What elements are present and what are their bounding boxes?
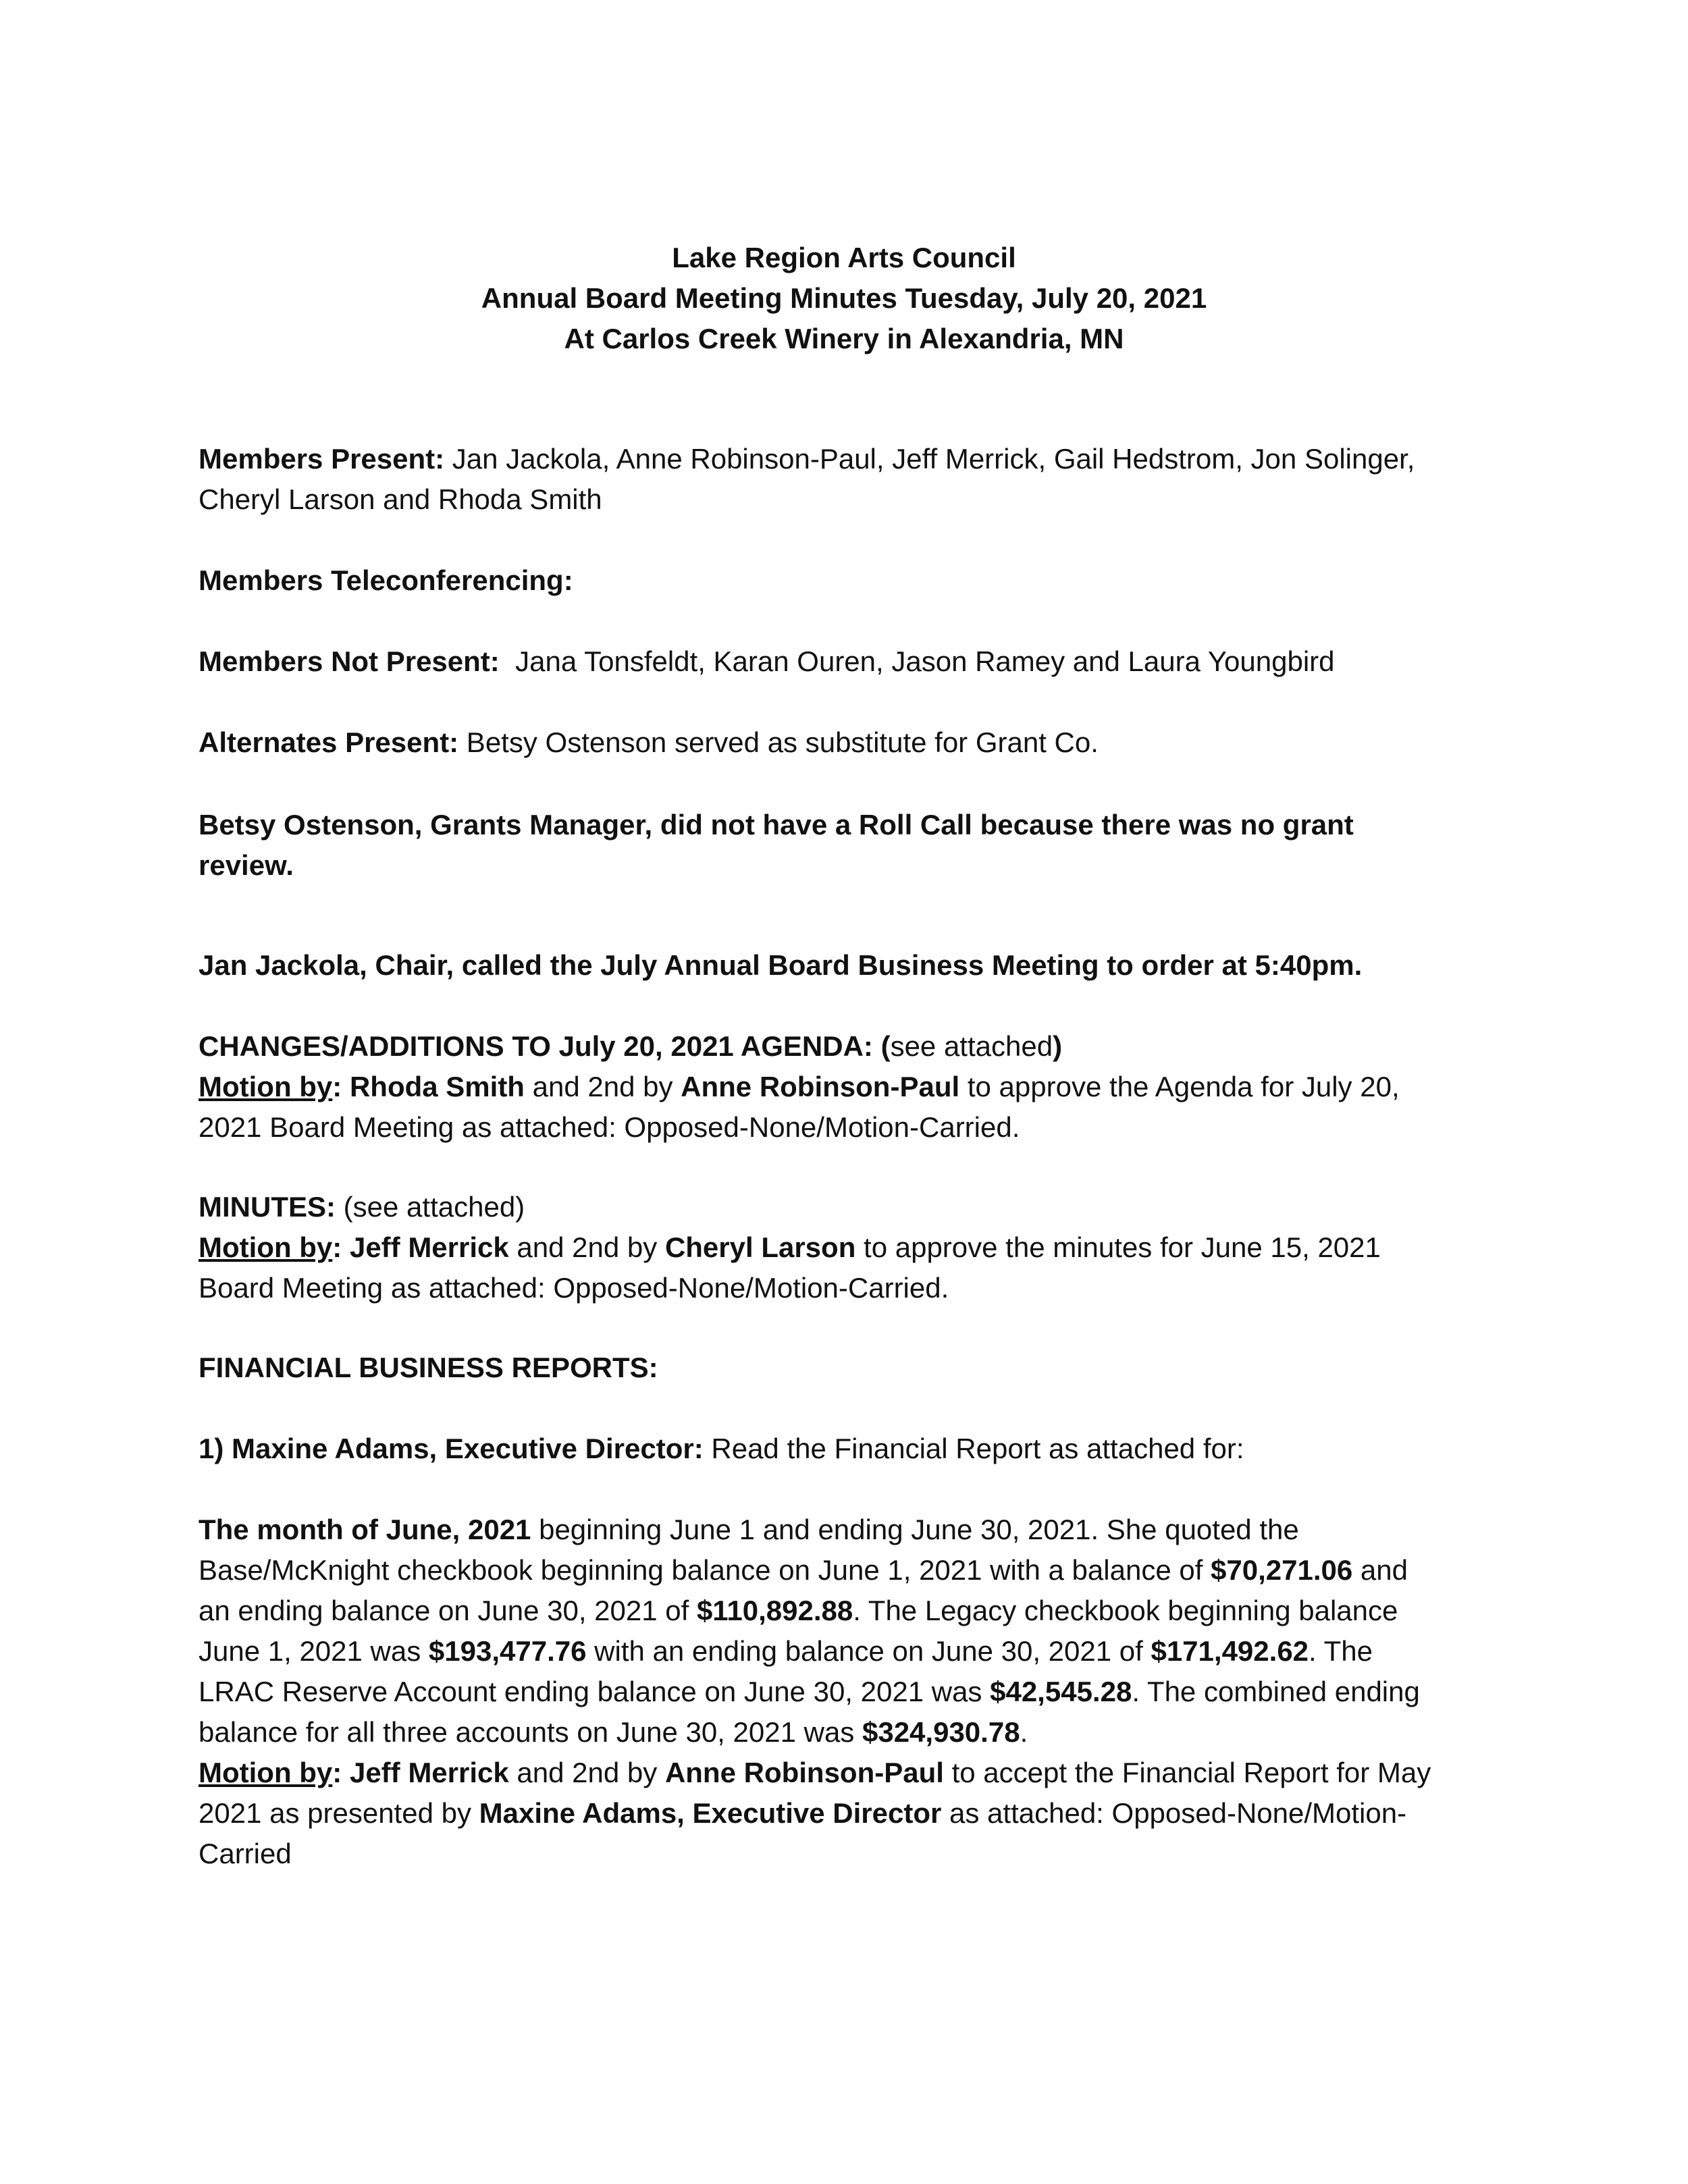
roll-call-note: [199, 805, 1515, 886]
alternates-present-text: Betsy Ostenson served as substitute for Grant Co.: [458, 726, 1099, 758]
amount-legacy-end: $171,492.62: [1151, 1635, 1309, 1667]
financial-motion-text-cont: Carried: [199, 1838, 292, 1869]
members-present: [199, 439, 1515, 520]
financial-motion-text: to accept the Financial Report for May: [943, 1757, 1431, 1788]
amount-reserve-end: $42,545.28: [990, 1676, 1132, 1707]
roll-call-line-cont: review.: [199, 849, 294, 881]
minutes-second-text: and 2nd by: [508, 1231, 665, 1263]
agenda-heading: CHANGES/ADDITIONS TO July 20, 2021 AGENDA: (: [199, 1030, 891, 1062]
alternates-present-label: Alternates Present:: [199, 726, 459, 758]
financial-seconder: Anne Robinson-Paul: [664, 1757, 944, 1788]
call-to-order: [199, 945, 1515, 986]
report-text: . The: [1309, 1635, 1373, 1667]
meeting-title: Annual Board Meeting Minutes Tuesday, July 20, 2021: [481, 282, 1207, 314]
financial-item-1-label: 1) Maxine Adams, Executive Director:: [199, 1433, 704, 1464]
report-text: . The Legacy checkbook beginning balance: [853, 1595, 1398, 1626]
agenda-heading-close: ): [1053, 1030, 1063, 1062]
financial-item-1-text: Read the Financial Report as attached for:: [703, 1433, 1244, 1464]
agenda-motion-text: to approve the Agenda for July 20,: [959, 1071, 1400, 1102]
agenda-motion-label: Motion by: [199, 1071, 333, 1102]
org-name: Lake Region Arts Council: [672, 242, 1016, 273]
financial-motion-text: as attached: Opposed-None/Motion-: [941, 1797, 1407, 1829]
financial-heading-block: [199, 1348, 1515, 1388]
report-text: Base/McKnight checkbook beginning balance on June 1, 2021 with a balance of: [199, 1554, 1211, 1586]
minutes-section: [199, 1187, 1515, 1308]
alternates-present: [199, 722, 1515, 763]
agenda-motion-colon: :: [332, 1071, 342, 1102]
financial-second-text: and 2nd by: [508, 1757, 665, 1788]
report-text: balance for all three accounts on June 30, 2021 was: [199, 1716, 862, 1748]
report-text: and: [1352, 1554, 1408, 1586]
members-present-text: Jan Jackola, Anne Robinson-Paul, Jeff Merrick, Gail Hedstrom, Jon Solinger,: [444, 443, 1415, 475]
members-present-text-cont: Cheryl Larson and Rhoda Smith: [199, 483, 602, 515]
financial-motion-label: Motion by: [199, 1757, 333, 1788]
report-text: . The combined ending: [1132, 1676, 1420, 1707]
agenda-motion-text-cont: 2021 Board Meeting as attached: Opposed-None/Motion-Carried.: [199, 1111, 1020, 1143]
report-text: beginning June 1 and ending June 30, 2021. She quoted the: [531, 1514, 1299, 1545]
agenda-see-attached: see attached: [890, 1030, 1053, 1062]
document-header: [0, 238, 1688, 359]
minutes-seconder: Cheryl Larson: [664, 1231, 856, 1263]
financial-report-body: [199, 1510, 1515, 1874]
minutes-see-attached: (see attached): [336, 1191, 525, 1223]
call-to-order-text: Jan Jackola, Chair, called the July Annual Board Business Meeting to order at 5:40pm.: [199, 949, 1363, 981]
minutes-motion-text: to approve the minutes for June 15, 2021: [855, 1231, 1381, 1263]
financial-motion-colon: :: [332, 1757, 342, 1788]
agenda-section: [199, 1026, 1515, 1148]
report-text: with an ending balance on June 30, 2021 of: [586, 1635, 1151, 1667]
financial-heading: FINANCIAL BUSINESS REPORTS:: [199, 1352, 658, 1383]
members-present-label: Members Present:: [199, 443, 445, 475]
financial-mover: Jeff Merrick: [342, 1757, 509, 1788]
agenda-mover: Rhoda Smith: [342, 1071, 525, 1102]
members-not-present-text: Jana Tonsfeldt, Karan Ouren, Jason Ramey and Laura Youngbird: [499, 645, 1335, 677]
members-teleconferencing-label: Members Teleconferencing:: [199, 564, 573, 596]
financial-item-1: [199, 1429, 1515, 1469]
amount-legacy-begin: $193,477.76: [428, 1635, 587, 1667]
roll-call-line: Betsy Ostenson, Grants Manager, did not have a Roll Call because there was no grant: [199, 809, 1354, 841]
amount-base-begin: $70,271.06: [1211, 1554, 1353, 1586]
meeting-location: At Carlos Creek Winery in Alexandria, MN: [564, 323, 1124, 354]
report-text: an ending balance on June 30, 2021 of: [199, 1595, 697, 1626]
minutes-heading: MINUTES:: [199, 1191, 336, 1223]
members-not-present: [199, 641, 1515, 682]
agenda-second-text: and 2nd by: [524, 1071, 681, 1102]
financial-motion-text: 2021 as presented by: [199, 1797, 479, 1829]
report-text: June 1, 2021 was: [199, 1635, 429, 1667]
report-text: LRAC Reserve Account ending balance on June 30, 2021 was: [199, 1676, 991, 1707]
presenter-name: Maxine Adams, Executive Director: [479, 1797, 942, 1829]
minutes-motion-colon: :: [332, 1231, 342, 1263]
amount-combined-end: $324,930.78: [862, 1716, 1020, 1748]
members-not-present-label: Members Not Present:: [199, 645, 500, 677]
minutes-motion-label: Motion by: [199, 1231, 333, 1263]
report-text: .: [1020, 1716, 1028, 1748]
month-label: The month of June, 2021: [199, 1514, 531, 1545]
amount-base-end: $110,892.88: [696, 1595, 853, 1626]
agenda-seconder: Anne Robinson-Paul: [681, 1071, 960, 1102]
members-teleconferencing: [199, 560, 1515, 601]
minutes-motion-text-cont: Board Meeting as attached: Opposed-None/Motion-Carried.: [199, 1272, 949, 1304]
minutes-mover: Jeff Merrick: [342, 1231, 509, 1263]
